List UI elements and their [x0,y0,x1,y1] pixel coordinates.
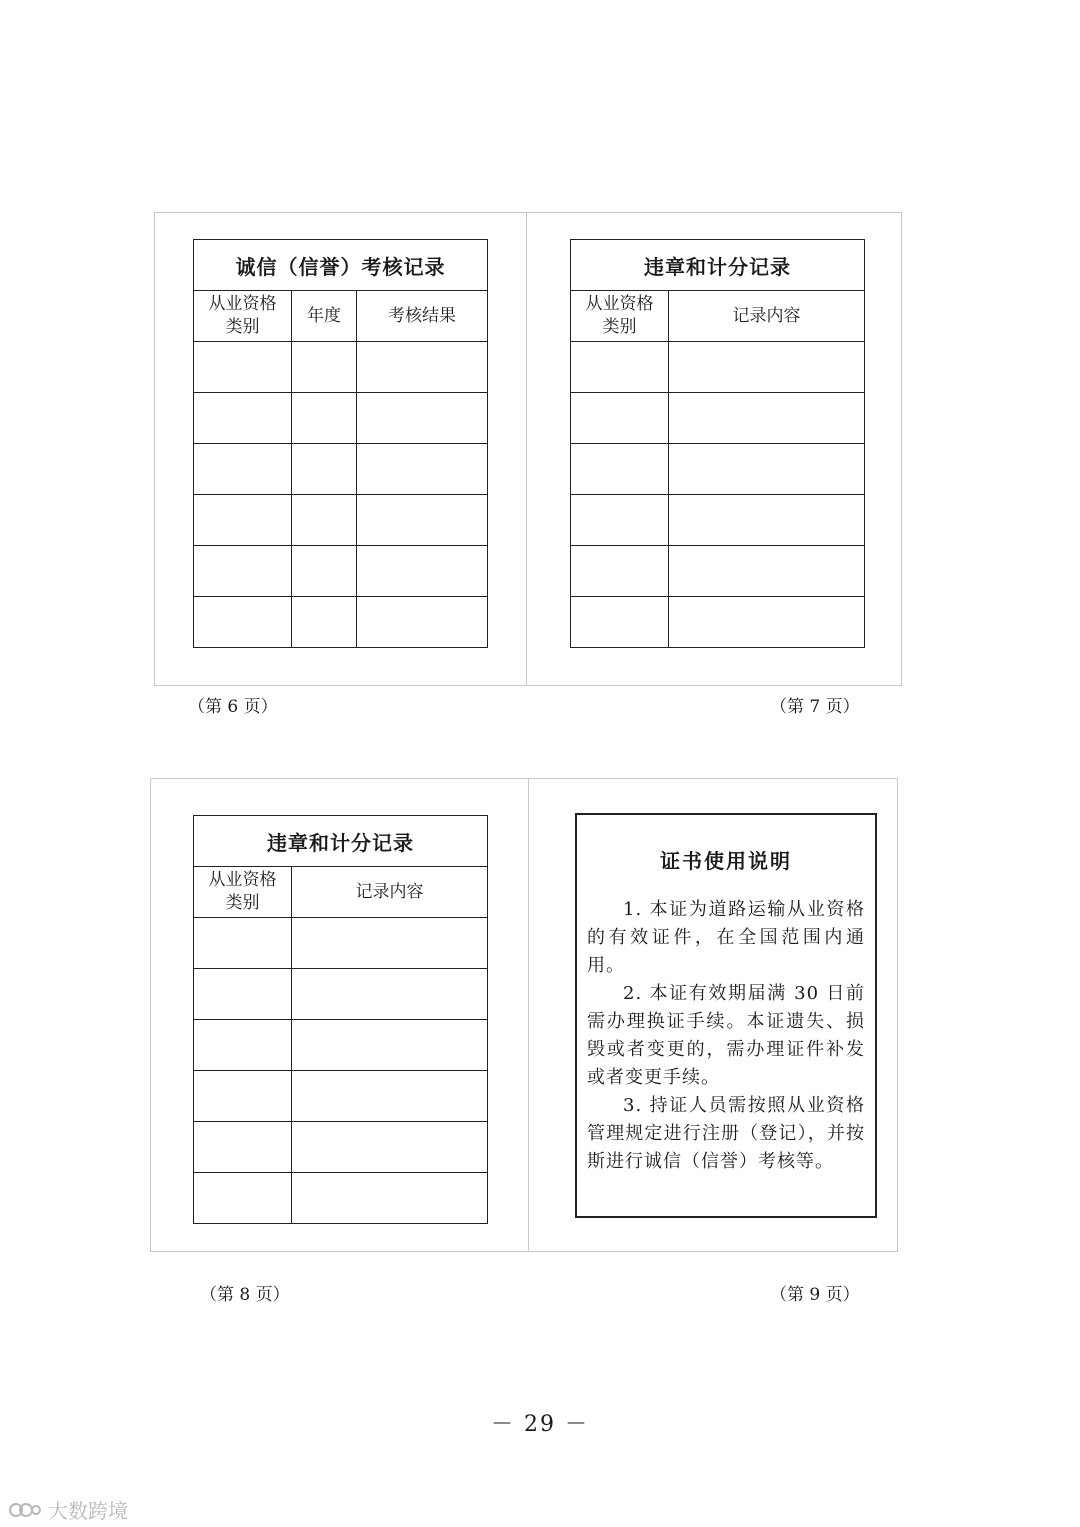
page-caption-6: （第 6 页） [188,697,278,717]
violation-record-table-p8 [193,815,488,1224]
page-caption-7: （第 7 页） [770,697,860,717]
integrity-assessment-table [193,239,488,648]
table-row [571,393,865,444]
table-title: 违章和计分记录 [194,816,488,867]
col-header-qualification-category: 从业资格 类别 [571,291,669,342]
table-row [571,495,865,546]
table-row [194,597,488,648]
table-row [571,546,865,597]
document-page-number: － 29 － [491,1412,589,1437]
watermark-text: 大数跨境 [48,1499,128,1523]
table-row [194,1071,488,1122]
col-header-result: 考核结果 [357,291,488,342]
table-row [571,597,865,648]
certificate-usage-notice [575,813,877,1218]
table-row [194,393,488,444]
col-header-qualification-category: 从业资格 类别 [194,867,292,918]
col-header-year: 年度 [292,291,357,342]
table-row [194,495,488,546]
col-header-qualification-category: 从业资格 类别 [194,291,292,342]
table-row [194,546,488,597]
col-header-record-content: 记录内容 [669,291,865,342]
table-row [194,444,488,495]
spread-divider [528,779,529,1251]
notice-title: 证书使用说明 [660,849,792,873]
watermark [8,1495,128,1524]
table-row [194,1173,488,1224]
notice-paragraph-2: 2. 本证有效期届满 30 日前需办理换证手续。本证遗失、损毁或者变更的，需办理证件补发或者变更手续。 [587,983,865,1088]
violation-record-table-p7 [570,239,865,648]
spread-divider [526,213,527,685]
table-row [571,342,865,393]
notice-paragraph-1: 1. 本证为道路运输从业资格的有效证件，在全国范围内通用。 [587,899,865,976]
table-row [194,342,488,393]
page-caption-8: （第 8 页） [200,1285,290,1305]
table-row [194,1020,488,1071]
notice-paragraph-3: 3. 持证人员需按照从业资格管理规定进行注册（登记），并按斯进行诚信（信誉）考核等。 [587,1095,865,1172]
table-row [194,918,488,969]
table-row [194,1122,488,1173]
table-title: 诚信（信誉）考核记录 [194,240,488,291]
page-caption-9: （第 9 页） [770,1285,860,1305]
watermark-logo-icon [8,1499,42,1521]
col-header-record-content: 记录内容 [292,867,488,918]
table-row [194,969,488,1020]
table-title: 违章和计分记录 [571,240,865,291]
table-row [571,444,865,495]
